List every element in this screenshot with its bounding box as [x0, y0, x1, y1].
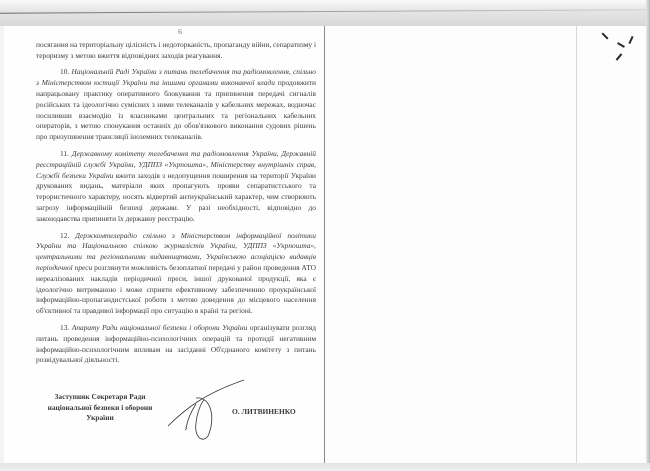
paragraph-addressees: Державному комітету телебачення та радіомовлення України, Державній реєстраційній службі України, УДППЗ «Укрпошта», Міністерству внутрішніх справ, Службі безпеки України — [36, 148, 316, 180]
paragraph-10 — [36, 67, 316, 143]
paragraph-continuation — [36, 40, 316, 62]
paragraph-number: 13. — [60, 322, 70, 332]
staple-marks — [598, 28, 642, 68]
paragraph-text: продовжити напрацьовану практику оперативного блокування та припинення передачі сигналів російських та ідеологічно сумісних з ними телеканалів у кабельних мережах, водночас посиливши взаємодію із власниками центральних та регіональних кабельних операторів, з метою спонукання останніх до обов'язкового виконання судових рішень про призупинення трансляції іноземних телеканалів. — [36, 78, 316, 142]
signatory-title-line: України — [86, 413, 114, 422]
paragraph-text: вжити заходів з недопущення поширення на території України друкованих видань, матеріали яких пропагують прояви сепаратистського та терористичного характеру, носять відвертий антиукраїнський характер, чим створюють загрозу інформаційній безпеці держави. У разі необхідності, відповідно до законодавства припиняти їх державну реєстрацію. — [36, 170, 316, 223]
paragraph-text: організувати розгляд питань проведення інформаційно-психологічних операцій та протидії негативним інформаційно-психологічним впливам на засіданні Об'єднаного комітету з питань розвідувальної діяльності. — [36, 322, 317, 365]
paragraph-12 — [36, 231, 316, 317]
paragraph-text: розглянути можливість безоплатної передачі у район проведення АТО нереалізованих накладів періодичної преси, іншої друкованої продукції, яка є ідеологічно витриманою і може сприяти ефективному забезпеченню проукраїнської інформаційно-пропагандистської роботи з метою доведення до місцевого населення об'єктивної та правдивої інформації про ситуацію в країні та регіоні. — [36, 262, 316, 316]
signatory-title-line: національної безпеки і оборони — [47, 402, 153, 412]
paragraph-addressees: Апарату Ради національної безпеки і оборони України — [71, 322, 248, 332]
document-body — [36, 27, 316, 372]
signatory-title-line: Заступник Секретаря Ради — [54, 392, 146, 401]
paragraph-number: 10. — [60, 67, 70, 77]
paragraph-number: 11. — [60, 148, 69, 158]
page-number: 6 — [178, 27, 182, 36]
paragraph-addressees: Держкомтелерадіо спільно з Міністерством інформаційної політики України та Національною спілкою журналістів України, УДППЗ «Укрпошта», центральними та регіональними видавництвами, Українською асоціацією видавців періодичної преси — [36, 230, 316, 272]
scanner-edge-bottom — [0, 463, 650, 471]
right-margin-line — [576, 26, 577, 466]
signature-block — [30, 388, 330, 438]
paragraph-addressees: Національній Раді України з питань телебачення та радіомовлення, спільно з Міністерством юстиції України та іншими органами виконавчої влади — [36, 67, 316, 88]
paragraph-11 — [36, 149, 316, 225]
paragraph-13 — [36, 323, 316, 366]
paragraph-number: 12. — [60, 230, 70, 240]
right-page-blank — [325, 26, 647, 466]
paragraph-text: посягання на територіальну цілісність і недоторканість, пропаганду війни, сепаратизму і тероризму з метою вжиття відповідних заходів реагування. — [36, 39, 316, 60]
signatory-title — [40, 392, 160, 424]
signatory-name: О. ЛИТВИНЕНКО — [232, 407, 296, 416]
scanner-edge-right — [646, 0, 650, 471]
